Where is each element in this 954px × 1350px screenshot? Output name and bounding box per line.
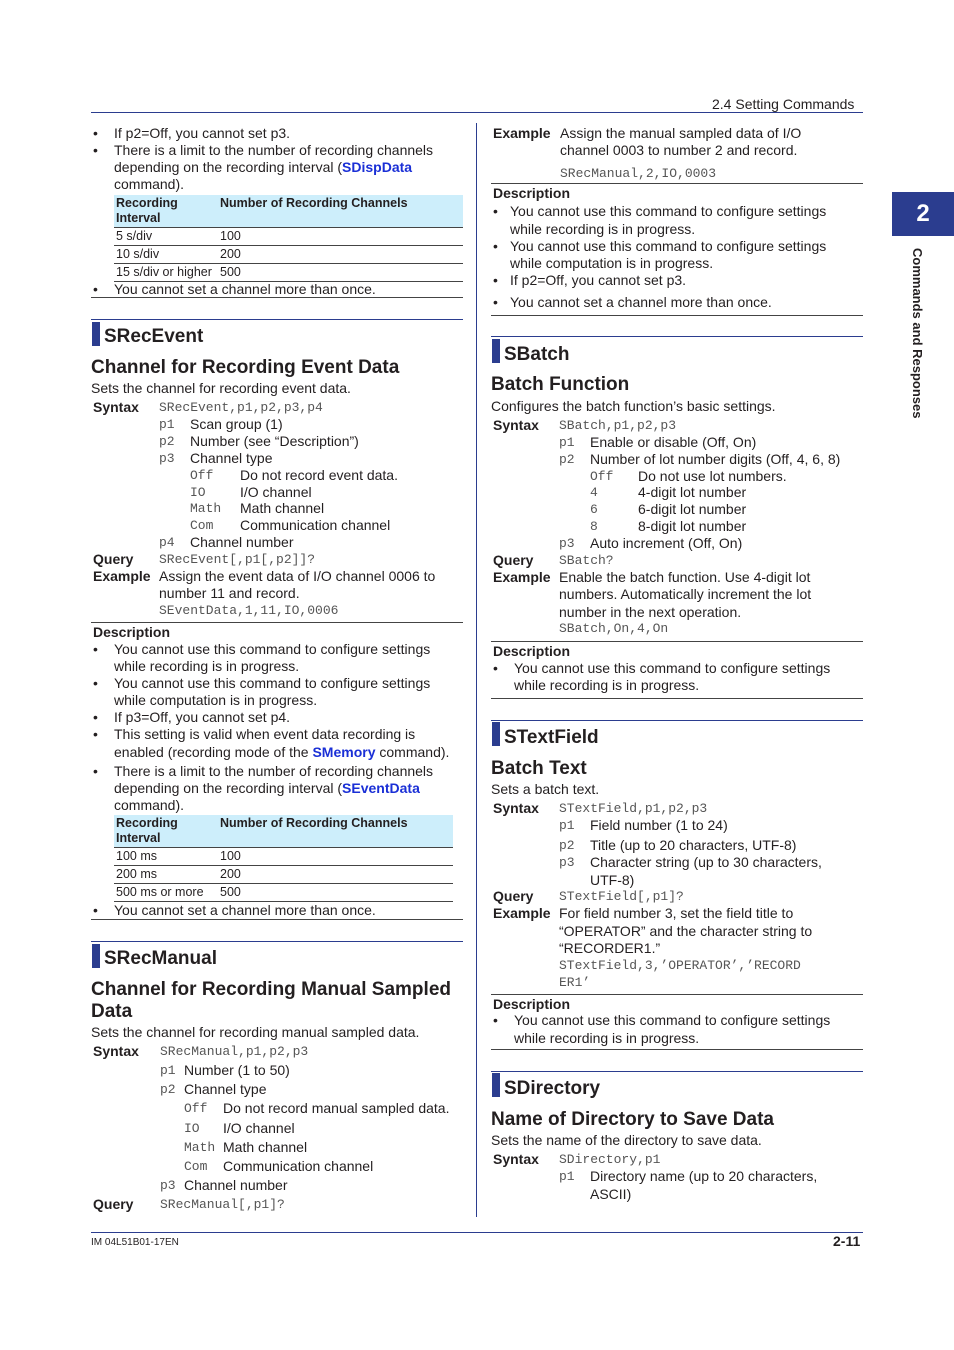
list-item: • (93, 641, 98, 657)
section-rule (91, 319, 463, 320)
bullet-text-cont: while recording is in progress. (514, 677, 700, 693)
section-title: Batch Text (491, 758, 587, 779)
option-key: 4 (590, 485, 598, 500)
example-text: “RECORDER1.” (559, 940, 661, 956)
divider (91, 622, 463, 623)
bullet-text-cont: enabled (recording mode of the SMemory command). (114, 744, 450, 760)
bullet-text-cont: command). (114, 797, 185, 813)
option-desc: Math channel (240, 500, 325, 516)
param-name: p3 (159, 451, 175, 466)
list-item: • (93, 709, 98, 725)
bullet-text: If p2=Off, you cannot set p3. (510, 272, 687, 288)
list-item: • (493, 238, 498, 254)
section-desc: Sets the name of the directory to save data. (491, 1132, 762, 1148)
bullet-text-cont: command). (114, 176, 185, 192)
option-desc: Do not use lot numbers. (638, 468, 787, 484)
option-key: IO (184, 1121, 200, 1136)
bullet-text: If p2=Off, you cannot set p3. (114, 125, 291, 141)
syntax-code: STextField,p1,p2,p3 (559, 801, 708, 816)
example-code: ER1’ (559, 975, 591, 990)
description-label: Description (493, 185, 571, 201)
bullet-text: There is a limit to the number of recording channels (114, 763, 434, 779)
query-label: Query (493, 888, 534, 904)
option-key: Math (190, 501, 222, 516)
smemory-link[interactable]: SMemory (312, 744, 376, 760)
list-item: • (93, 142, 98, 158)
option-desc: 4-digit lot number (638, 484, 747, 500)
list-item: • (493, 294, 498, 310)
list-item: • (93, 281, 98, 297)
list-item: • (493, 660, 498, 676)
bullet-text-cont: while recording is in progress. (114, 658, 300, 674)
syntax-label: Syntax (493, 417, 539, 433)
header-rule (91, 112, 863, 113)
param-desc: Channel type (184, 1081, 267, 1097)
bullet-text: You cannot use this command to configure settings (114, 675, 431, 691)
bullet-text: You cannot use this command to configure settings (510, 238, 827, 254)
example-code: STextField,3,’OPERATOR’,’RECORD (559, 958, 801, 973)
description-label: Description (493, 643, 571, 659)
section-heading-stextfield: STextField (504, 727, 599, 748)
option-key: Off (590, 469, 614, 484)
section-title: Name of Directory to Save Data (491, 1109, 774, 1130)
param-name: p3 (160, 1178, 176, 1193)
param-name: p2 (559, 838, 575, 853)
divider (491, 1049, 863, 1050)
option-key: 8 (590, 519, 598, 534)
bullet-text-cont: while computation is in progress. (510, 255, 714, 271)
param-name: p4 (159, 535, 175, 550)
option-key: IO (190, 485, 206, 500)
query-label: Query (493, 552, 534, 568)
param-desc: Directory name (up to 20 characters, (590, 1168, 818, 1184)
query-code: SRecManual[,p1]? (160, 1197, 285, 1212)
list-item: • (493, 272, 498, 288)
table-header: Recording Interval (114, 195, 218, 228)
table-row: 200 ms 200 (114, 866, 453, 884)
param-name: p1 (559, 818, 575, 833)
page-number: 2-11 (833, 1233, 861, 1249)
bullet-text: You cannot use this command to configure settings (114, 641, 431, 657)
section-marker (92, 944, 100, 968)
section-heading-srecevent: SRecEvent (104, 326, 204, 347)
bullet-text: You cannot set a channel more than once. (114, 281, 376, 297)
param-desc: Character string (up to 30 characters, (590, 854, 822, 870)
query-code: SRecEvent[,p1[,p2]]? (159, 552, 316, 567)
footer-doc-id: IM 04L51B01-17EN (91, 1237, 179, 1248)
table-row: 5 s/div 100 (114, 228, 463, 246)
example-label: Example (493, 569, 551, 585)
example-text: Assign the event data of I/O channel 0006 to (159, 568, 436, 584)
chapter-tab[interactable]: 2 (892, 192, 954, 236)
param-name: p1 (559, 435, 575, 450)
table-header: Number of Recording Channels (218, 195, 463, 228)
list-item: • (93, 675, 98, 691)
divider (491, 698, 863, 699)
example-text: channel 0003 to number 2 and record. (560, 142, 798, 158)
param-desc: Scan group (1) (190, 416, 283, 432)
section-desc: Sets a batch text. (491, 781, 600, 797)
bullet-text: There is a limit to the number of recording channels (114, 142, 434, 158)
footer-rule (91, 1232, 863, 1233)
param-desc: Enable or disable (Off, On) (590, 434, 757, 450)
list-item: • (93, 902, 98, 918)
example-text: numbers. Automatically increment the lot (559, 586, 812, 602)
option-key: Off (184, 1101, 208, 1116)
option-desc: Do not record event data. (240, 467, 398, 483)
section-heading-srecmanual: SRecManual (104, 948, 217, 969)
seventdata-link[interactable]: SEventData (342, 780, 420, 796)
divider (91, 919, 463, 920)
list-item: • (93, 763, 98, 779)
section-title-cont: Data (91, 1001, 133, 1022)
bullet-text-cont: depending on the recording interval (SEventData (114, 780, 420, 796)
example-text: number 11 and record. (159, 585, 300, 601)
section-title: Channel for Recording Manual Sampled (91, 979, 451, 1000)
section-desc: Sets the channel for recording manual sampled data. (91, 1024, 420, 1040)
param-name: p1 (159, 417, 175, 432)
param-desc: Channel type (190, 450, 273, 466)
bullet-text-cont: while computation is in progress. (114, 692, 318, 708)
section-marker (492, 722, 500, 746)
option-key: Math (184, 1140, 216, 1155)
section-rule (491, 720, 863, 721)
param-name: p2 (159, 434, 175, 449)
example-code: SEventData,1,11,IO,0006 (159, 603, 339, 618)
syntax-code: SRecManual,p1,p2,p3 (160, 1044, 309, 1059)
running-header: 2.4 Setting Commands (712, 96, 855, 112)
option-desc: I/O channel (240, 484, 312, 500)
example-code: SRecManual,2,IO,0003 (560, 166, 717, 181)
list-item: • (93, 125, 98, 141)
bullet-text: This setting is valid when event data recording is (114, 726, 416, 742)
syntax-label: Syntax (493, 1151, 539, 1167)
option-key: Off (190, 468, 214, 483)
syntax-code: SDirectory,p1 (559, 1152, 661, 1167)
section-marker (492, 339, 500, 363)
section-desc: Configures the batch function’s basic settings. (491, 398, 776, 414)
option-key: 6 (590, 502, 598, 517)
example-label: Example (93, 568, 151, 584)
option-key: Com (184, 1159, 208, 1174)
section-rule (91, 941, 463, 942)
param-name: p2 (559, 452, 575, 467)
option-desc: 6-digit lot number (638, 501, 747, 517)
example-text: Assign the manual sampled data of I/O (560, 125, 802, 141)
chapter-label: Commands and Responses (910, 248, 925, 419)
recording-interval-table (114, 195, 463, 282)
param-desc: Channel number (190, 534, 294, 550)
list-item: • (93, 726, 98, 742)
example-text: For field number 3, set the field title to (559, 905, 794, 921)
example-text: number in the next operation. (559, 604, 742, 620)
bullet-text: You cannot use this command to configure settings (510, 203, 827, 219)
divider (491, 994, 863, 995)
param-name: p3 (559, 855, 575, 870)
param-desc: Number (1 to 50) (184, 1062, 290, 1078)
divider (491, 641, 863, 642)
param-desc-cont: ASCII) (590, 1186, 632, 1202)
param-desc: Channel number (184, 1177, 288, 1193)
syntax-label: Syntax (493, 800, 539, 816)
example-label: Example (493, 125, 551, 141)
bullet-text: If p3=Off, you cannot set p4. (114, 709, 291, 725)
table-row: 15 s/div or higher 500 (114, 264, 463, 282)
recording-interval-table (114, 815, 453, 902)
column-divider (476, 123, 477, 1217)
bullet-text: You cannot set a channel more than once. (510, 294, 772, 310)
option-desc: Do not record manual sampled data. (223, 1100, 450, 1116)
table-header: Recording Interval (114, 815, 218, 848)
section-rule (491, 1071, 863, 1072)
divider (91, 297, 463, 298)
list-item: • (493, 203, 498, 219)
bullet-text-cont: depending on the recording interval (SDispData (114, 159, 413, 175)
example-code: SBatch,On,4,On (559, 621, 669, 636)
syntax-code: SRecEvent,p1,p2,p3,p4 (159, 400, 323, 415)
section-title: Channel for Recording Event Data (91, 357, 400, 378)
section-rule (491, 336, 863, 337)
section-title: Batch Function (491, 374, 630, 395)
query-label: Query (93, 1196, 134, 1212)
param-name: p1 (559, 1169, 575, 1184)
description-label: Description (93, 624, 171, 640)
example-label: Example (493, 905, 551, 921)
bullet-text: You cannot set a channel more than once. (114, 902, 376, 918)
section-heading-sdirectory: SDirectory (504, 1078, 601, 1099)
divider (491, 183, 863, 184)
query-code: STextField[,p1]? (559, 889, 684, 904)
param-name: p3 (559, 536, 575, 551)
list-item: • (493, 1012, 498, 1028)
section-marker (492, 1073, 500, 1097)
param-desc-cont: UTF-8) (590, 872, 635, 888)
param-desc: Number (see “Description”) (190, 433, 359, 449)
query-code: SBatch? (559, 553, 614, 568)
syntax-label: Syntax (93, 1043, 139, 1059)
section-desc: Sets the channel for recording event data. (91, 380, 351, 396)
sdispdata-link[interactable]: SDispData (342, 159, 413, 175)
bullet-text-cont: while recording is in progress. (510, 221, 696, 237)
param-desc: Field number (1 to 24) (590, 817, 728, 833)
query-label: Query (93, 551, 134, 567)
bullet-text: You cannot use this command to configure settings (514, 1012, 831, 1028)
table-header: Number of Recording Channels (218, 815, 453, 848)
example-text: “OPERATOR” and the character string to (559, 923, 813, 939)
syntax-label: Syntax (93, 399, 139, 415)
option-desc: I/O channel (223, 1120, 295, 1136)
option-desc: Communication channel (223, 1158, 374, 1174)
option-desc: Communication channel (240, 517, 391, 533)
section-heading-sbatch: SBatch (504, 344, 570, 365)
table-row: 100 ms 100 (114, 848, 453, 866)
param-desc: Auto increment (Off, On) (590, 535, 743, 551)
bullet-text-cont: while recording is in progress. (514, 1030, 700, 1046)
example-text: Enable the batch function. Use 4-digit lot (559, 569, 811, 585)
param-desc: Title (up to 20 characters, UTF-8) (590, 837, 797, 853)
param-name: p1 (160, 1063, 176, 1078)
table-row: 10 s/div 200 (114, 246, 463, 264)
option-desc: Math channel (223, 1139, 308, 1155)
param-desc: Number of lot number digits (Off, 4, 6, 8) (590, 451, 841, 467)
section-marker (92, 322, 100, 346)
option-key: Com (190, 518, 214, 533)
option-desc: 8-digit lot number (638, 518, 747, 534)
syntax-code: SBatch,p1,p2,p3 (559, 418, 677, 433)
bullet-text: You cannot use this command to configure settings (514, 660, 831, 676)
param-name: p2 (160, 1082, 176, 1097)
divider (491, 315, 863, 316)
table-row: 500 ms or more 500 (114, 884, 453, 902)
description-label: Description (493, 996, 571, 1012)
